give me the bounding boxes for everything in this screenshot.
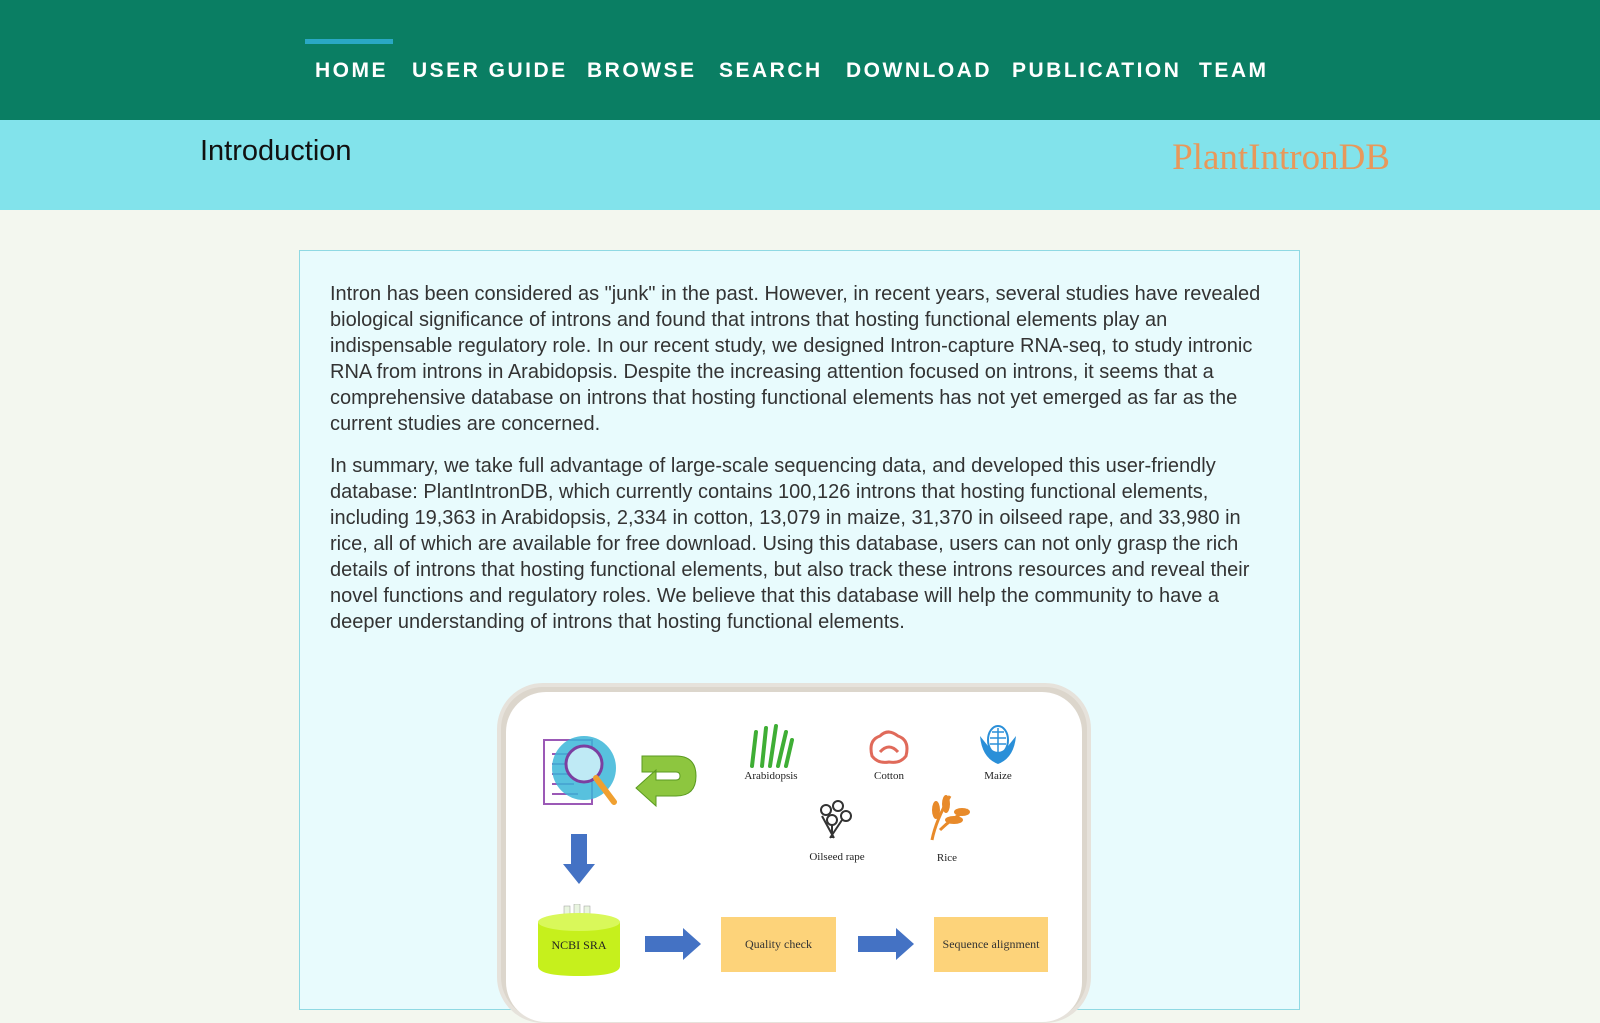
down-arrow-icon: [562, 834, 596, 884]
document-search-icon: [540, 730, 630, 820]
cotton-icon: [866, 728, 912, 766]
species-label-arabidopsis: Arabidopsis: [744, 770, 798, 782]
right-arrow-icon: [858, 928, 914, 960]
sequence-alignment-step: Sequence alignment: [934, 917, 1048, 972]
nav-browse[interactable]: BROWSE: [587, 59, 697, 82]
sra-label: NCBI SRA: [551, 938, 607, 952]
return-arrow-icon: [630, 748, 702, 810]
rice-icon: [922, 790, 972, 842]
right-arrow-icon: [645, 928, 701, 960]
nav-home[interactable]: HOME: [315, 59, 388, 82]
nav-download[interactable]: DOWNLOAD: [846, 59, 992, 82]
oilseed-rape-icon: [812, 798, 858, 840]
species-label-rice: Rice: [936, 852, 958, 864]
intro-paragraph-1: Intron has been considered as "junk" in the past. However, in recent years, several studies have revealed biological significance of introns and found that introns that hosting functional elements play an indispensable regulatory role. In our recent study, we designed Intron-capture RNA-seq, to study intronic RNA from introns in Arabidopsis. Despite the increasing attention focused on introns, it seems that a comprehensive database on introns that hosting functional elements has not yet emerged as far as the current studies are concerned.: [330, 283, 1261, 435]
maize-icon: [976, 722, 1020, 766]
arabidopsis-icon: [746, 722, 796, 768]
nav-search[interactable]: SEARCH: [719, 59, 823, 82]
site-brand[interactable]: PlantIntronDB: [1172, 137, 1390, 178]
quality-check-step: Quality check: [721, 917, 836, 972]
intro-paragraph-2: In summary, we take full advantage of large-scale sequencing data, and developed this user-friendly database: PlantIntronDB, which currently contains 100,126 introns that hosting functional elements, including 19,363 in Arabidopsis, 2,334 in cotton, 13,079 in maize, 31,370 in oilseed rape, and 33,980 in rice, all of which are available for free download. Using this database, users can not only grasp the rich details of introns that hosting functional elements, but also track these introns resources and reveal their novel functions and regulatory roles. We believe that this database will help the community to have a deeper understanding of introns that hosting functional elements.: [330, 455, 1250, 633]
nav-user-guide[interactable]: USER GUIDE: [412, 59, 568, 82]
active-tab-indicator: [305, 39, 393, 44]
page-title: Introduction: [200, 135, 352, 167]
species-label-cotton: Cotton: [874, 770, 904, 782]
nav-publication[interactable]: PUBLICATION: [1012, 59, 1182, 82]
species-label-maize: Maize: [984, 770, 1012, 782]
species-label-oilseed-rape: Oilseed rape: [809, 851, 865, 863]
nav-team[interactable]: TEAM: [1199, 59, 1269, 82]
